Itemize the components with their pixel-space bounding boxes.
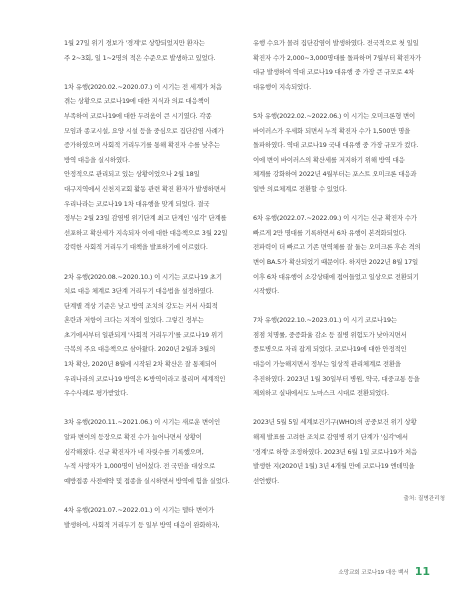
paragraph-endemic: 2023년 5월 5일 세계보건기구(WHO)의 공중보건 위기 상황 해제 발표를 고려한 조치로 감염병 위기 단계가 '심각'에서 '경계'로 하향 조정하였다. 2023년 6월 1일 코로나19가 처음 발생한 지(2020년 1월) 3년 4개월 만에 코로나19 엔데믹을 선언했다.	[253, 418, 418, 485]
footer-book-title: 소망교회 코로나19 대응 백서	[338, 569, 409, 576]
right-text-column	[253, 36, 445, 502]
paragraph-wave-3: 3차 유행(2020.11.~2021.06.) 이 시기는 새로운 변이인 알파 변이의 등장으로 확진 수가 늘어나면서 상황이 심각해졌다. 신규 확진자가 네 자릿수를 기록했으며, 누적 사망자가 1,000명이 넘어섰다. 전 국민을 대상으로 예방접종 사전예약 및 접종을 실시하면서 방역에 힘을 실었다.	[64, 418, 230, 485]
paragraph-wave-1: 1차 유행(2020.02.~2020.07.) 이 시기는 전 세계가 처음 겪는 상황으로 코로나19에 대한 지식과 의료 대응책이 부족하여 코로나19에 대한 두려움이 큰 시기였다. 각종 모임과 종교시설, 요양 시설 등을 중심으로 집단감염 사례가 증가하였으며 사회적 거리두기를 통해 확진자 수를 낮추는 방역 대응을 실시하였다. 안정적으로 관리되고 있는 상황이었으나 2월 18일 대구지역에서 신천지교회 활동 관련 확진 환자가 발생하면서 우리나라는 코로나19 1차 대유행을 맞게 되었다. 결국 정부는 2월 23일 감염병 위기단계 최고 단계인 '심각' 단계를 선포하고 확산세가 지속되자 이에 대한 대응책으로 3월 22일 강력한 사회적 거리두기 대책을 발표하기에 이르렀다.	[64, 82, 228, 252]
paragraph-intro-continued: 1월 27일 위기 경보가 '경계'로 상향되었지만 환자는 주 2~3회, 일 1~2명의 적은 수준으로 발생하고 있었다.	[64, 39, 216, 62]
page-footer	[338, 565, 430, 578]
paragraph-wave-7: 7차 유행(2022.10.~2023.01.) 이 시기 코로나19는 점점 치명률, 중증화율 감소 등 질병 위험도가 낮아지면서 풍토병으로 자리 잡게 되었다. 코로나19에 대한 안정적인 대응이 가능해지면서 정부는 일상적 관리체계로 전환을 추진하였다. 2023년 1월 30일부터 병원, 약국, 대중교통 등을 제외하고 실내에서도 노마스크 시대로 전환되었다.	[253, 316, 420, 398]
paragraph-wave-2: 2차 유행(2020.08.~2020.10.) 이 시기는 코로나19 초기 치료 대응 체계로 3단계 거리두기 대응법을 설정하였다. 단계별 격상 기준은 낮고 방역 조치의 강도는 커서 사회적 혼란과 저항이 크다는 지적이 있었다. 그렇긴 정부는 초기에서부터 일관되게 '사회적 거리두기'를 코로나19 위기 극복의 주요 대응책으로 삼아왔다. 2020년 2월과 3월의 1차 확산, 2020년 8월에 시작된 2차 확산은 잘 통제되어 우리나라의 코로나19 방역은 K-방역이라고 불리며 세계적인 우수사례로 평가받았다.	[64, 272, 226, 398]
paragraph-wave-4-start: 4차 유행(2021.07.~2022.01.) 이 시기는 델타 변이가 발생하여, 사회적 거리두기 등 일부 방역 대응이 완화하자,	[64, 506, 220, 529]
paragraph-wave-5: 5차 유행(2022.02.~2022.06.) 이 시기는 오미크론형 변이 바이러스가 우세화 되면서 누적 확진자 수가 1,500만 명을 돌파하였다. 역대 코로나19 국내 대유행 중 가장 규모가 컸다. 이에 변이 바이러스의 확산세를 저지하기 위해 방역 대응 체계를 강화하여 2022년 4월부터는 포스트 오미크론 대응과 일반 의료체계로 전환할 수 있었다.	[253, 111, 419, 193]
left-text-column	[64, 36, 252, 547]
page-number: 11	[414, 565, 430, 578]
paragraph-wave-6: 6차 유행(2022.07.~2022.09.) 이 시기는 신규 확진자 수가 빠르게 2만 명대를 기록하면서 6차 유행이 본격화되었다. 전파력이 더 빠르고 기존 면역체를 잘 둘는 오미크론 후손 격의 변이 BA.5가 확산되었기 때문이다. 하지만 2022년 8월 17일 이후 6차 대유행이 소강상태에 접어들었고 일상으로 전환되기 시작했다.	[253, 214, 421, 296]
paragraph-wave-4-continued: 유행 수요가 몰려 집단감염이 발생하였다. 전국적으로 첫 일일 확진자 수가 2,000~3,000명대를 돌파하며 7월부터 확진자가 대규 발생하여 역대 코로나19 대유행 중 가장 큰 규모로 4차 대유행이 지속되었다.	[253, 39, 422, 91]
source-note: 출처: 질병관리청	[403, 496, 445, 503]
